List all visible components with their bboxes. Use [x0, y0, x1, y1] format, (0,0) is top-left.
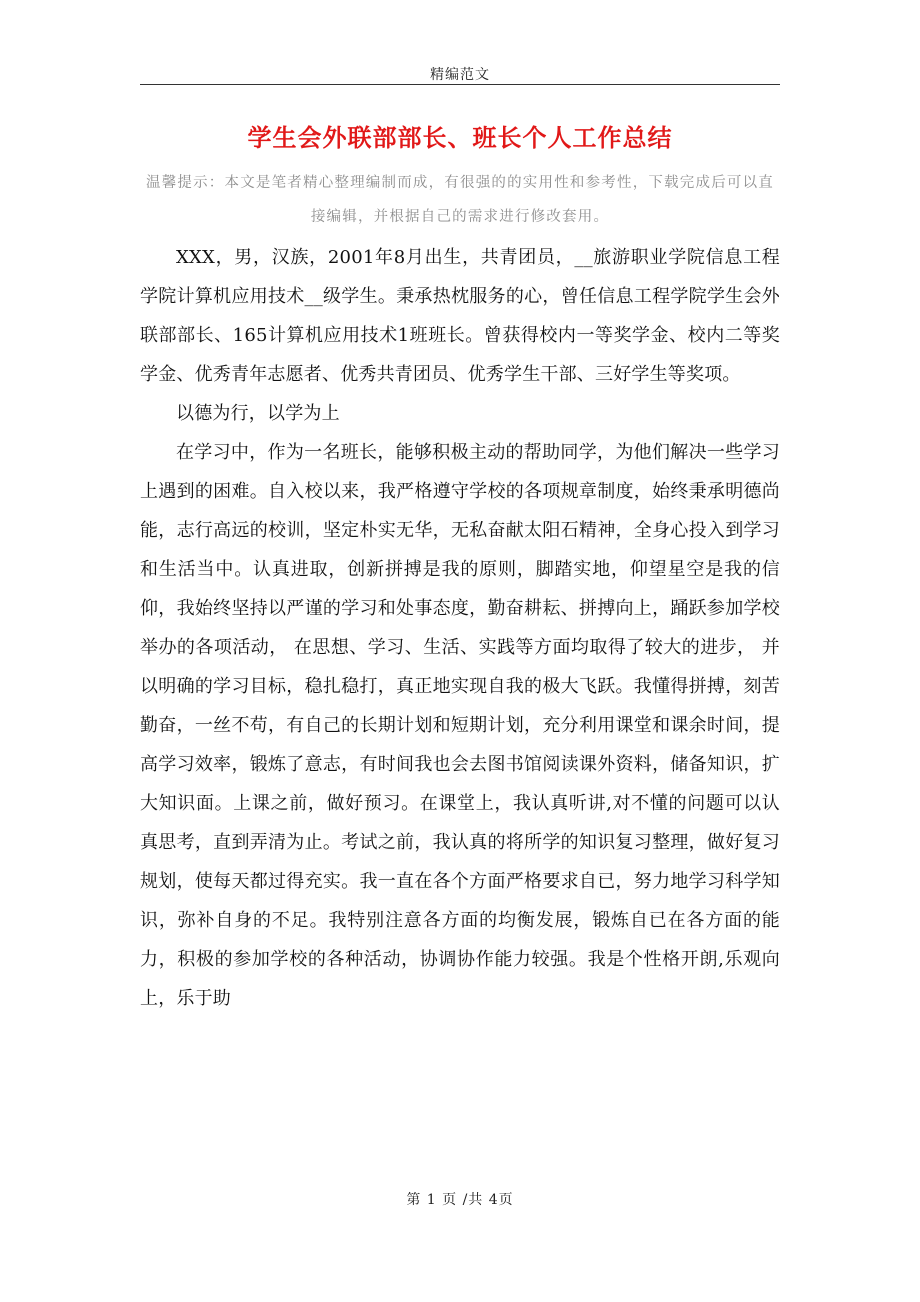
paragraph-subheading: 以德为行，以学为上	[176, 403, 340, 424]
document-title: 学生会外联部部长、班长个人工作总结	[247, 123, 673, 152]
paragraph-intro: XXX，男，汉族，2001年8月出生，共青团员，__旅游职业学院信息工程学院计算机应用技术__级学生。秉承热枕服务的心，曾任信息工程学院学生会外联部部长、165计算机应用技术1班班长。曾获得校内一等奖学金、校内二等奖学金、优秀青年志愿者、优秀共青团员、优秀学生干部、三好学生等奖项。	[140, 247, 780, 385]
paragraph-study: 在学习中，作为一名班长，能够积极主动的帮助同学，为他们解决一些学习上遇到的困难。自入校以来，我严格遵守学校的各项规章制度，始终秉承明德尚能，志行高远的校训，坚定朴实无华，无私奋献太阳石精神，全身心投入到学习和生活当中。认真进取，创新拼搏是我的原则，脚踏实地，仰望星空是我的信仰，我始终坚持以严谨的学习和处事态度，勤奋耕耘、拼搏向上，踊跃参加学校举办的各项活动， 在思想、学习、生活、实践等方面均取得了较大的进步， 并以明确的学习目标，稳扎稳打，真正地实现自我的极大飞跃。我懂得拼搏，刻苦勤奋，一丝不苟，有自己的长期计划和短期计划，充分利用课堂和课余时间，提高学习效率，锻炼了意志，有时间我也会去图书馆阅读课外资料，储备知识，扩大知识面。上课之前，做好预习。在课堂上，我认真听讲,对不懂的问题可以认真思考，直到弄清为止。考试之前，我认真的将所学的知识复习整理，做好复习规划，使每天都过得充实。我一直在各个方面严格要求自已，努力地学习科学知识，弥补自身的不足。我特别注意各方面的均衡发展，锻炼自已在各方面的能力，积极的参加学校的各种活动，协调协作能力较强。我是个性格开朗,乐观向上，乐于助	[140, 442, 780, 1009]
tip-notice: 温馨提示：本文是笔者精心整理编制而成，有很强的的实用性和参考性，下载完成后可以直接编辑，并根据自己的需求进行修改套用。	[146, 175, 774, 225]
header-divider	[140, 84, 780, 85]
document-body	[140, 238, 780, 1018]
header-label: 精编范文	[430, 67, 490, 83]
page-number: 第 1 页 /共 4页	[406, 1192, 514, 1208]
